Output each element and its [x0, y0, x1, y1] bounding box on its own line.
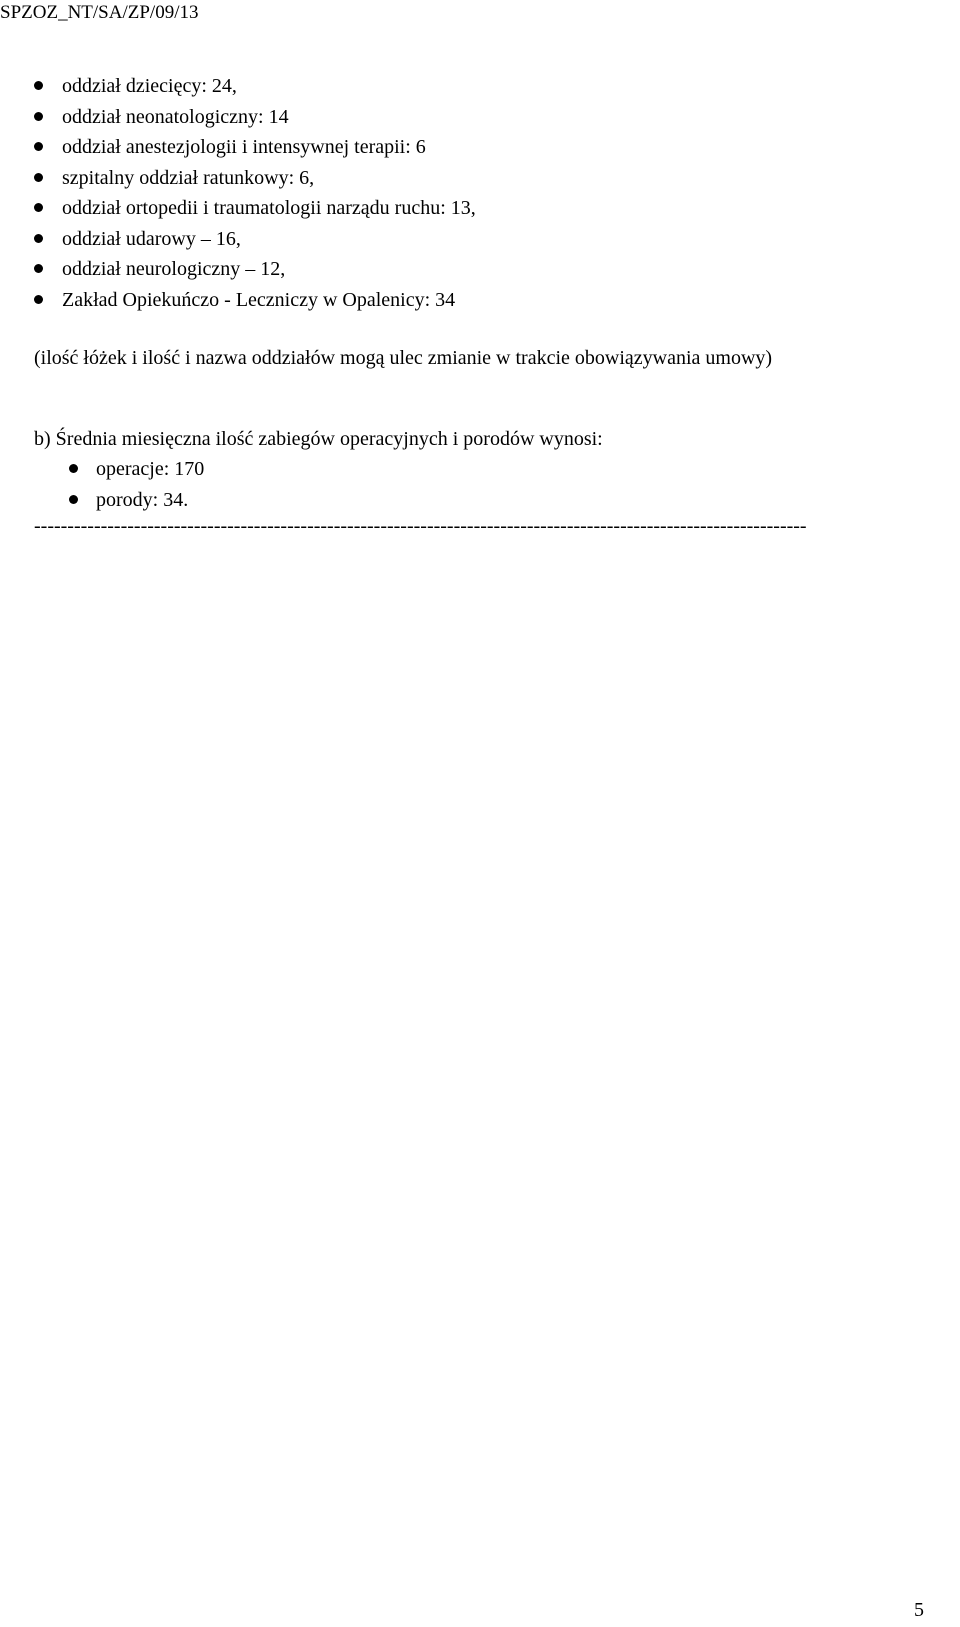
bullet-icon [34, 203, 43, 212]
ward-text: oddział anestezjologii i intensywnej terapii: 6 [62, 136, 426, 158]
ward-text: oddział udarowy – 16, [62, 227, 241, 250]
ward-text: oddział ortopedii i traumatologii narządu ruchu: 13, [62, 197, 476, 219]
ward-text: Zakład Opiekuńczo - Leczniczy w Opalenicy: 34 [62, 288, 456, 311]
bullet-icon [69, 464, 78, 473]
bullet-icon [34, 234, 43, 243]
procedure-text: porody: 34. [96, 488, 189, 511]
bullet-icon [34, 264, 43, 273]
bullet-icon [69, 495, 78, 504]
dashed-separator: -------------------------------------------------------------------------------------------------------------------- [34, 515, 807, 537]
ward-text: oddział dziecięcy: 24, [62, 75, 237, 97]
bullet-icon [34, 112, 43, 121]
bullet-icon [34, 173, 43, 182]
procedure-text: operacje: 170 [96, 458, 205, 480]
beds-change-note: (ilość łóżek i ilość i nazwa oddziałów mogą ulec zmianie w trakcie obowiązywania umowy) [34, 347, 773, 369]
page-number: 5 [914, 1599, 924, 1621]
bullet-icon [34, 81, 43, 90]
document-code: SPZOZ_NT/SA/ZP/09/13 [0, 2, 199, 23]
ward-text: szpitalny oddział ratunkowy: 6, [62, 166, 315, 189]
bullet-icon [34, 142, 43, 151]
section-b-heading: b) Średnia miesięczna ilość zabiegów operacyjnych i porodów wynosi: [34, 428, 603, 450]
bullet-icon [34, 295, 43, 304]
ward-text: oddział neurologiczny – 12, [62, 258, 286, 280]
ward-text: oddział neonatologiczny: 14 [62, 105, 289, 128]
